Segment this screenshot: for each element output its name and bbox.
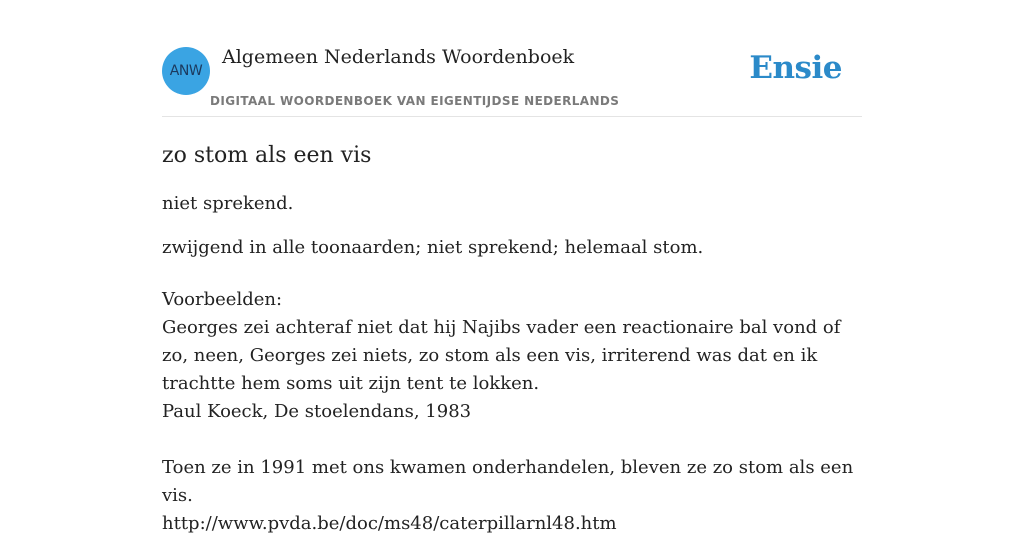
short-definition: niet sprekend. — [162, 193, 294, 214]
page — [162, 0, 862, 538]
anw-logo[interactable]: ANW — [162, 47, 210, 95]
site-title[interactable]: Algemeen Nederlands Woordenboek — [222, 46, 575, 68]
example-quote: Toen ze in 1991 met ons kwamen onderhandelen, bleven ze zo stom als een vis. — [162, 457, 854, 506]
ensie-logo[interactable]: Ensie — [749, 50, 842, 86]
example-quote: Georges zei achteraf niet dat hij Najibs vader een reactionaire bal vond of zo, neen, Georges zei niets, zo stom als een vis, irriterend was dat en ik trachtte hem soms uit zijn tent te lokken. — [162, 317, 841, 394]
example-source: Paul Koeck, De stoelendans, 1983 — [162, 401, 472, 422]
entry-title: zo stom als een vis — [162, 143, 372, 168]
examples-label: Voorbeelden: — [162, 289, 283, 310]
example-source-link[interactable]: http://www.pvda.be/doc/ms48/caterpillarnl48.htm — [162, 513, 617, 534]
site-subtitle: DIGITAAL WOORDENBOEK VAN EIGENTIJDSE NEDERLANDS — [210, 94, 620, 108]
site-header — [162, 0, 862, 117]
definition: zwijgend in alle toonaarden; niet sprekend; helemaal stom. — [162, 237, 704, 258]
